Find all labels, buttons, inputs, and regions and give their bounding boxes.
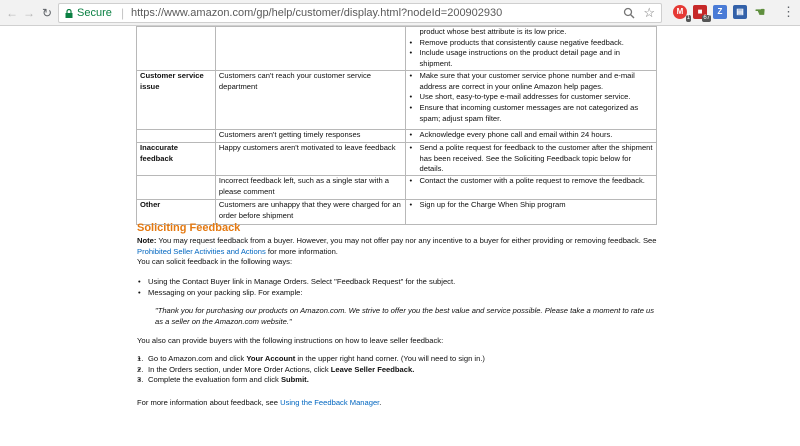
docs-extension-icon[interactable]: ▤	[733, 5, 747, 19]
url-separator: |	[121, 6, 125, 20]
step-bold: Leave Seller Feedback.	[330, 364, 415, 374]
bookmark-star-icon[interactable]: ☆	[643, 5, 655, 20]
table-row	[137, 129, 657, 142]
step-bold: Submit.	[280, 375, 309, 384]
forward-icon[interactable]: →	[23, 6, 35, 20]
instructions-intro: You also can provide buyers with the following instructions on how to leave seller feedback:	[137, 336, 444, 345]
table-cell-solutions	[405, 175, 657, 199]
table-cell-category: Other	[137, 199, 216, 224]
gmail-extension-icon[interactable]: M 1	[673, 5, 687, 19]
table-cell-cause	[215, 27, 405, 71]
note-paragraph	[137, 236, 657, 257]
table-row	[137, 142, 657, 175]
list-item: • Make sure that your customer service phone number and e-mail address are correct in your online Amazon help pages.	[409, 71, 654, 92]
step-bold: Your Account	[246, 354, 296, 363]
table-cell-category	[137, 27, 216, 71]
ways-list	[137, 277, 657, 298]
extension-badge: 1	[686, 15, 690, 21]
step-number: • 3.	[137, 375, 144, 384]
note-label: Note:	[137, 236, 157, 245]
more-info-text: For more information about feedback, see	[137, 398, 281, 407]
browser-toolbar	[0, 0, 800, 26]
list-item: • Use short, easy-to-type e-mail addresses for customer service.	[409, 92, 654, 103]
intro-text: You can solicit feedback in the following ways:	[137, 257, 293, 266]
back-icon[interactable]: ←	[6, 6, 18, 20]
steps-list	[137, 354, 657, 386]
calendar-extension-icon[interactable]: ■ 67	[693, 5, 707, 19]
table-cell-solutions	[405, 129, 657, 142]
list-item: • Ensure that incoming customer messages are not categorized as spam; adjust spam filter.	[409, 103, 654, 124]
step-text: Go to Amazon.com and click	[148, 354, 247, 363]
feedback-manager-link[interactable]: Using the Feedback Manager	[280, 398, 380, 407]
list-item	[137, 365, 657, 376]
step-text-end: in the upper right hand corner. (You will need to sign in.)	[295, 354, 485, 363]
table-cell-category: Customer service issue	[137, 70, 216, 129]
table-cell-category	[137, 175, 216, 199]
step-number: • 2.	[137, 364, 144, 374]
table-cell-cause: Happy customers aren't motivated to leave feedback	[215, 142, 405, 175]
note-end: for more information.	[265, 246, 338, 256]
table-cell-category	[137, 129, 216, 142]
zotero-extension-icon[interactable]: Z	[713, 5, 727, 19]
menu-dots-icon[interactable]: ⋮	[782, 4, 795, 19]
list-item: • Acknowledge every phone call and email within 24 hours.	[409, 130, 654, 141]
step-text: In the Orders section, under More Order Actions, click	[148, 364, 331, 374]
table-cell-cause: Customers aren't getting timely responses	[215, 129, 405, 142]
feedback-table	[136, 26, 657, 225]
note-text: You may request feedback from a buyer. However, you may not offer pay nor any incentive to a buyer for either providing or removing feedback. See	[156, 236, 657, 245]
table-row	[137, 27, 657, 71]
list-item: • Remove products that consistently cause negative feedback.	[409, 38, 654, 49]
list-item: • Send a polite request for feedback to the customer after the shipment has been received. See the Soliciting Feedback topic below for details.	[409, 143, 654, 175]
example-quote: "Thank you for purchasing our products on Amazon.com. We strive to offer you the best value and service possible. Please take a moment to rate us as a seller on the Amazon.com website."	[155, 306, 655, 326]
table-cell-cause: Customers are unhappy that they were charged for an order before shipment	[215, 199, 405, 224]
table-row	[137, 175, 657, 199]
more-info-paragraph	[137, 398, 657, 409]
address-bar[interactable]	[58, 3, 662, 23]
table-cell-category: Inaccurate feedback	[137, 142, 216, 175]
section-title: Soliciting Feedback	[137, 222, 241, 234]
reload-icon[interactable]: ↻	[41, 6, 53, 20]
list-item: • Messaging on your packing slip. For example:	[137, 288, 657, 299]
list-item: • Include usage instructions on the product detail page and in shipment.	[409, 48, 654, 69]
list-item	[137, 375, 657, 386]
list-item: • Using the Contact Buyer link in Manage Orders. Select "Feedback Request" for the subject.	[137, 277, 657, 288]
table-cell-solutions	[405, 142, 657, 175]
lock-icon	[65, 9, 73, 18]
table-row	[137, 70, 657, 129]
prohibited-activities-link[interactable]: Prohibited Seller Activities and Actions	[137, 246, 266, 256]
search-icon[interactable]	[623, 7, 635, 19]
list-item: • Contact the customer with a polite request to remove the feedback.	[409, 176, 654, 187]
table-cell-solutions	[405, 199, 657, 224]
table-cell-solutions	[405, 70, 657, 129]
step-number: • 1.	[137, 354, 144, 363]
secure-label: Secure	[77, 7, 112, 19]
table-cell-cause: Customers can't reach your customer service department	[215, 70, 405, 129]
more-info-end: .	[379, 398, 382, 407]
extension-badge: 67	[703, 15, 710, 21]
list-item: • Sign up for the Charge When Ship program	[409, 200, 654, 211]
list-item: product whose best attribute is its low price.	[419, 27, 567, 36]
list-item	[137, 354, 657, 365]
url-text[interactable]: https://www.amazon.com/gp/help/customer/display.html?nodeId=200902930	[131, 7, 503, 19]
step-text: Complete the evaluation form and click	[148, 375, 281, 384]
table-cell-cause: Incorrect feedback left, such as a single star with a please comment	[215, 175, 405, 199]
evernote-extension-icon[interactable]: ☚	[754, 5, 766, 19]
table-row	[137, 199, 657, 224]
table-cell-solutions	[405, 27, 657, 71]
